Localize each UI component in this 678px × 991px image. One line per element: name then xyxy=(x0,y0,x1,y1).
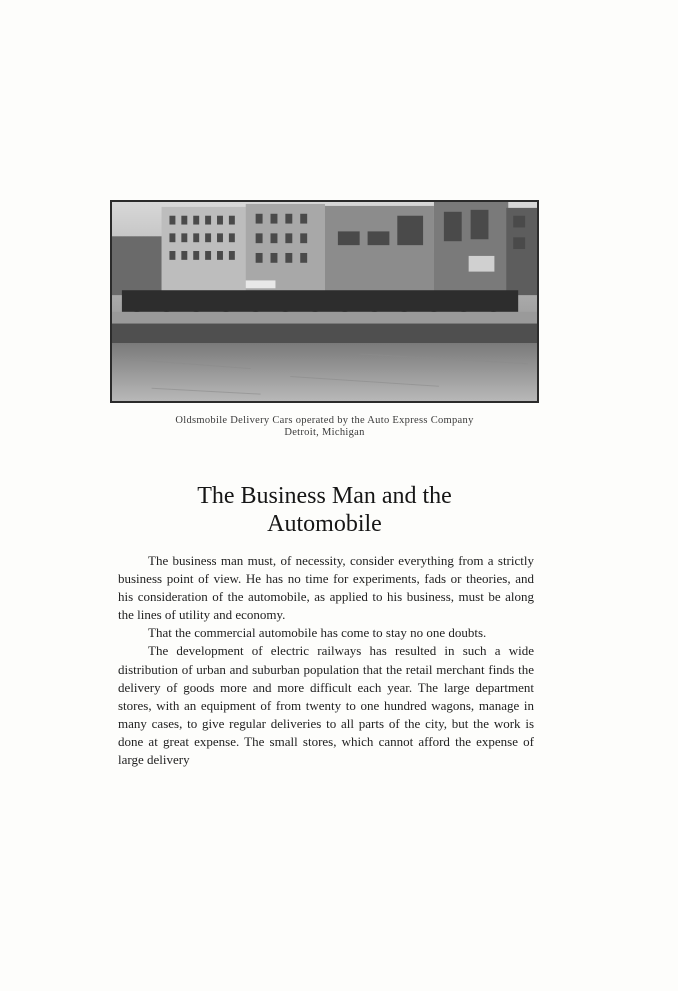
paragraph: The business man must, of necessity, consider everything from a strictly business point of view. He has no time for experiments, fads or theories, and his consideration of the automobile, as applied to his business, must be along the lines of utility and economy. xyxy=(118,553,534,623)
photo-caption xyxy=(110,415,539,439)
title-line-2: Automobile xyxy=(267,511,382,537)
title-line-1: The Business Man and the xyxy=(197,483,452,509)
page-title xyxy=(110,482,539,538)
paragraph: That the commercial automobile has come to stay no one doubts. xyxy=(148,625,487,641)
caption-line-2: Detroit, Michigan xyxy=(284,427,365,438)
paragraph: The development of electric railways has resulted in such a wide distribution of urban and suburban population that the retail merchant finds the delivery of goods more and more difficult each year. The large department stores, with an equipment of from twenty to one hundred wagons, manage in many cases, to give regular deliveries to all parts of the city, but the work is done at great expense. The small stores, which cannot afford the expense of large delivery xyxy=(118,643,534,768)
caption-line-1: Oldsmobile Delivery Cars operated by the Auto Express Company xyxy=(175,415,474,426)
body-text xyxy=(118,552,534,769)
street-photo xyxy=(110,200,539,403)
street-photo-icon xyxy=(112,202,537,401)
